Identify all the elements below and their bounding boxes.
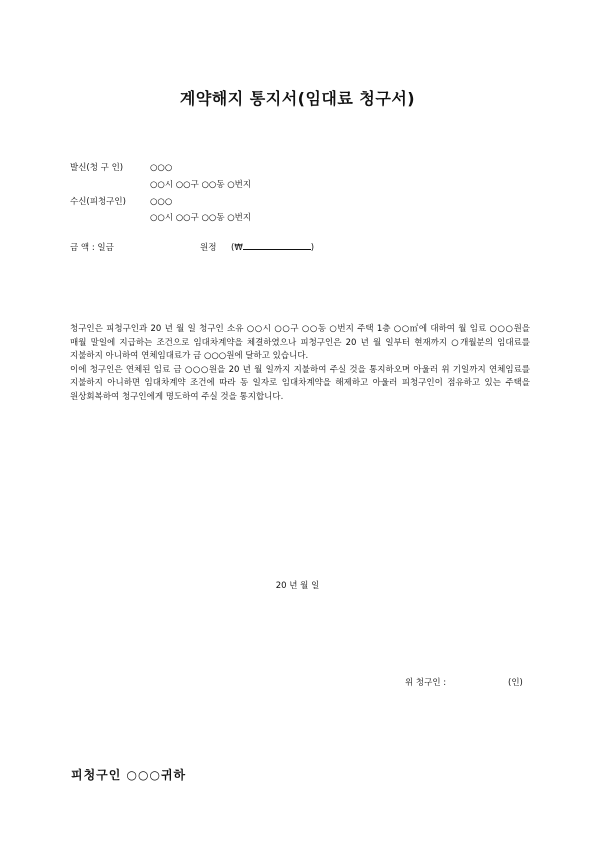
amount-unit: 원정	[200, 243, 217, 253]
signature-seal: (인)	[508, 678, 523, 688]
amount-label: 금 액 : 일금	[70, 243, 114, 253]
signature-label: 위 청구인 :	[405, 678, 447, 688]
body-text	[70, 323, 530, 405]
amount-paren-open: (₩	[231, 243, 243, 253]
amount-paren-close: )	[310, 243, 315, 253]
sender-label: 발신(청 구 인)	[70, 163, 124, 173]
date-line: 20 년 월 일	[275, 581, 320, 591]
sender-address: ○○시 ○○구 ○○동 ○번지	[150, 180, 252, 190]
recipient-address: ○○시 ○○구 ○○동 ○번지	[150, 213, 252, 223]
document-title: 계약해지 통지서(임대료 청구서)	[179, 89, 416, 108]
recipient-label: 수신(피청구인)	[70, 197, 126, 207]
addressee: 피청구인 ○○○귀하	[71, 768, 187, 782]
recipient-name: ○○○	[150, 197, 173, 207]
body-paragraph-2: 이에 청구인은 연체된 임료 금 ○○○원을 20 년 월 일까지 지불하여 주실 것을 통지하오며 아울러 위 기일까지 연체임료를 지불하지 아니하면 임대차계약 조건에 따라 동 일자로 임대차계약을 해제하고 아울러 피청구인이 점유하고 있는 주택을 원상회복하여 청구인에게 명도하여 주실 것을 통지합니다.	[70, 364, 530, 402]
amount-figure	[231, 242, 314, 254]
amount-blank-line	[243, 242, 311, 250]
sender-name: ○○○	[150, 163, 173, 173]
body-paragraph-1: 청구인은 피청구인과 20 년 월 일 청구인 소유 ○○시 ○○구 ○○동 ○번지 주택 1층 ○○㎡에 대하여 월 임료 ○○○원을 매월 말일에 지급하는 조건으로 임대차계약을 체결하였으나 피청구인은 20 년 월 일부터 현재까지 ○개월분의 임대료를 지불하지 아니하여 연체임대료가 금 ○○○원에 달하고 있습니다.	[70, 324, 530, 362]
